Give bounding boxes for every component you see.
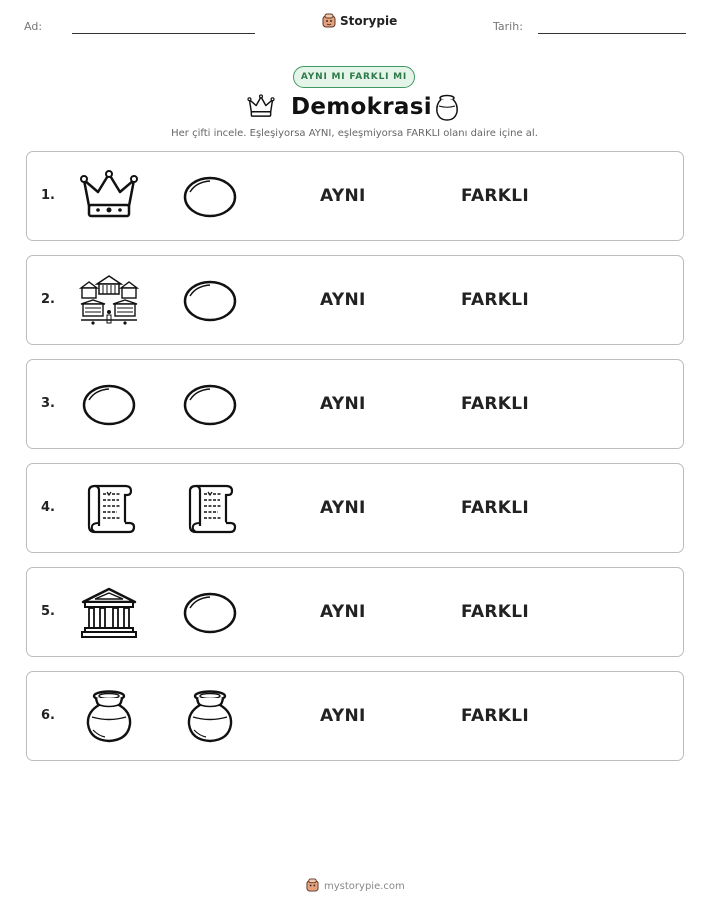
- date-label: Tarih:: [493, 20, 523, 33]
- footer-site-link[interactable]: mystorypie.com: [324, 881, 405, 892]
- same-option[interactable]: AYNI: [320, 186, 366, 206]
- storypie-mascot-icon: [322, 13, 336, 28]
- exercise-row: [26, 255, 684, 345]
- title-row: [0, 91, 709, 123]
- different-option[interactable]: FARKLI: [461, 186, 530, 206]
- brand-logo: [322, 13, 397, 28]
- row-number: 5.: [41, 604, 55, 619]
- pot-icon: [432, 93, 462, 127]
- exercise-row: [26, 463, 684, 553]
- instructions: Her çifti incele. Eşleşiyorsa AYNI, eşleşmiyorsa FARKLI olanı daire içine al.: [171, 128, 538, 139]
- pot-icon: [79, 690, 139, 744]
- date-field-line[interactable]: [538, 33, 686, 34]
- name-label: Ad:: [24, 20, 43, 33]
- oval-icon: [180, 274, 240, 328]
- different-option[interactable]: FARKLI: [461, 290, 530, 310]
- row-number: 2.: [41, 292, 55, 307]
- scroll-icon: [79, 482, 139, 536]
- footer: [306, 878, 405, 895]
- marketplace-icon: [79, 274, 139, 328]
- different-option[interactable]: FARKLI: [461, 706, 530, 726]
- exercise-row: [26, 671, 684, 761]
- brand-name: Storypie: [340, 13, 398, 28]
- worksheet-type-badge: AYNI MI FARKLI MI: [293, 66, 415, 88]
- scroll-icon: [180, 482, 240, 536]
- crown-icon: [79, 170, 139, 224]
- row-number: 6.: [41, 708, 55, 723]
- exercise-row: [26, 359, 684, 449]
- different-option[interactable]: FARKLI: [461, 602, 530, 622]
- same-option[interactable]: AYNI: [320, 290, 366, 310]
- row-number: 1.: [41, 188, 55, 203]
- same-option[interactable]: AYNI: [320, 706, 366, 726]
- oval-icon: [180, 170, 240, 224]
- page-title: Demokrasi: [291, 94, 432, 120]
- same-option[interactable]: AYNI: [320, 498, 366, 518]
- name-field-line[interactable]: [72, 33, 255, 34]
- same-option[interactable]: AYNI: [320, 394, 366, 414]
- pot-icon: [180, 690, 240, 744]
- row-number: 3.: [41, 396, 55, 411]
- different-option[interactable]: FARKLI: [461, 394, 530, 414]
- row-number: 4.: [41, 500, 55, 515]
- different-option[interactable]: FARKLI: [461, 498, 530, 518]
- oval-icon: [180, 378, 240, 432]
- crown-icon: [246, 93, 276, 123]
- exercise-row: [26, 151, 684, 241]
- temple-icon: [79, 586, 139, 640]
- exercise-row: [26, 567, 684, 657]
- storypie-mascot-icon: [306, 878, 319, 895]
- oval-icon: [180, 586, 240, 640]
- same-option[interactable]: AYNI: [320, 602, 366, 622]
- oval-icon: [79, 378, 139, 432]
